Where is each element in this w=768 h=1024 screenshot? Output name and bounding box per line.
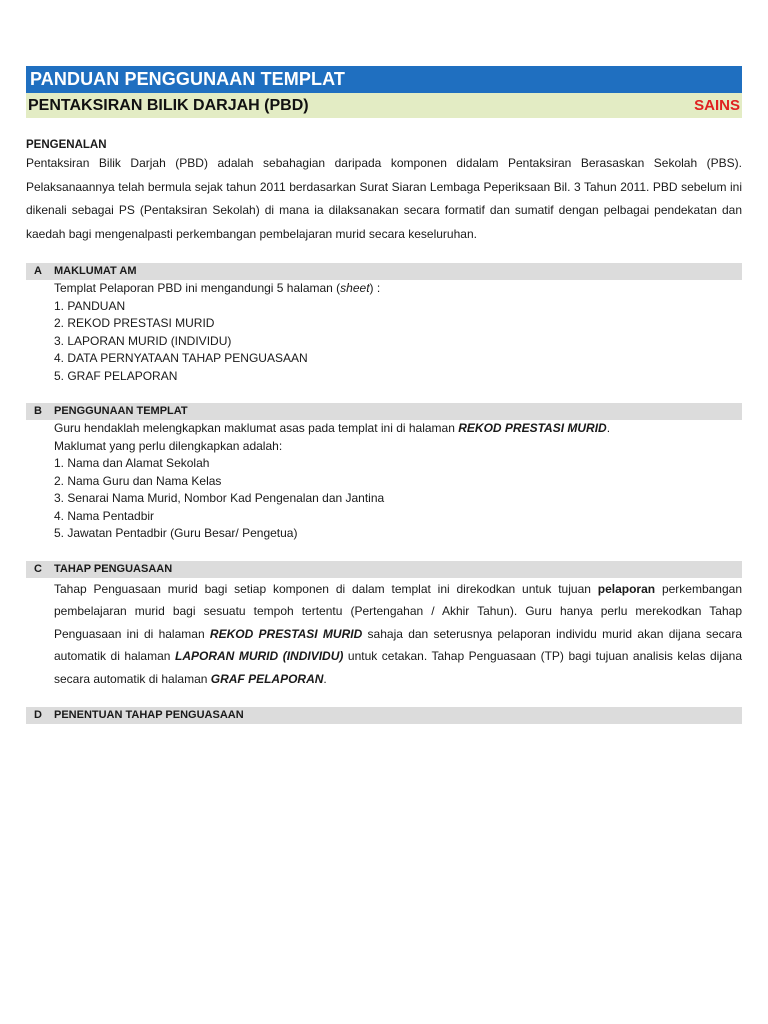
section-b-list [54, 455, 742, 543]
section-b-lead2: Maklumat yang perlu dilengkapkan adalah: [54, 438, 283, 453]
list-item: 3. Senarai Nama Murid, Nombor Kad Pengenalan dan Jantina [54, 491, 385, 505]
section-d [26, 707, 742, 724]
section-a-title: MAKLUMAT AM [54, 265, 137, 277]
document-subtitle: PENTAKSIRAN BILIK DARJAH (PBD) [28, 97, 309, 114]
subtitle-bar [26, 93, 742, 118]
section-d-title: PENENTUAN TAHAP PENGUASAAN [54, 709, 244, 721]
section-c-paragraph [54, 578, 742, 691]
list-item: 5. GRAF PELAPORAN [54, 368, 178, 383]
list-item: 1. PANDUAN [54, 298, 126, 313]
section-c-text-1: Tahap Penguasaan murid bagi setiap komponen di dalam templat ini direkodkan untuk tujuan [54, 581, 598, 596]
section-b-letter: B [34, 405, 42, 417]
document-title: PANDUAN PENGGUNAAN TEMPLAT [26, 66, 742, 93]
section-b-lead [54, 420, 742, 438]
section-c-emph-3: GRAF PELAPORAN [210, 671, 324, 686]
section-b-lead-emph: REKOD PRESTASI MURID [458, 421, 607, 435]
list-item: 3. LAPORAN MURID (INDIVIDU) [54, 333, 232, 348]
intro-paragraph: Pentaksiran Bilik Darjah (PBD) adalah sebahagian daripada komponen didalam Pentaksiran Berasaskan Sekolah (PBS). Pelaksanaannya telah bermula sejak tahun 2011 berdasarkan Surat Siaran Lembaga Peperiksaan Bil. 3 Tahun 2011. PBD sebelum ini dikenali sebagai PS (Pentaksiran Sekolah) di mana ia dilaksanakan secara formatif dan sumatif dengan pelbagai pendekatan dan kaedah bagi mengenalpasti perkembangan pembelajaran murid secara keseluruhan. [26, 156, 742, 241]
section-c-text-4: untuk cetakan. Tahap Penguasaan (TP) bagi tujuan analisis kelas dijana secara automatik di halaman [54, 649, 743, 686]
section-b-body [26, 420, 742, 543]
section-c-body [26, 578, 742, 691]
section-a-lead-italic: sheet [340, 281, 370, 295]
section-a-lead [54, 280, 742, 298]
section-a [26, 263, 742, 385]
section-c-emph-1: REKOD PRESTASI MURID [209, 626, 363, 641]
section-a-lead-end: ) : [369, 281, 381, 295]
section-b-title: PENGGUNAAN TEMPLAT [54, 405, 188, 417]
list-item: 4. Nama Pentadbir [54, 508, 155, 523]
section-a-list [54, 298, 742, 386]
section-c-bold-1: pelaporan [597, 581, 656, 596]
section-b-lead-text: Guru hendaklah melengkapkan maklumat asas pada templat ini di halaman [54, 421, 459, 435]
section-c-text-5: . [323, 671, 327, 686]
list-item: 4. DATA PERNYATAAN TAHAP PENGUASAAN [54, 351, 308, 365]
section-b-header [26, 403, 742, 420]
document-page [26, 66, 742, 724]
list-item: 5. Jawatan Pentadbir (Guru Besar/ Pengetua) [54, 526, 298, 540]
section-c [26, 561, 742, 691]
section-d-letter: D [34, 709, 42, 721]
section-c-text-2: perkembangan pembelajaran murid bagi sesuatu tempoh tertentu (Pertengahan / Akhir Tahun). Guru hanya perlu merekodkan Tahap Penguasaan ini di halaman [54, 581, 742, 641]
section-c-emph-2: LAPORAN MURID (INDIVIDU) [174, 649, 344, 663]
section-a-lead-text: Templat Pelaporan PBD ini mengandungi 5 halaman ( [54, 281, 341, 295]
intro-heading: PENGENALAN [26, 139, 107, 151]
section-a-body [26, 280, 742, 385]
section-a-header [26, 263, 742, 280]
list-item: 1. Nama dan Alamat Sekolah [54, 456, 210, 470]
section-a-letter: A [34, 265, 42, 277]
intro-section [26, 138, 742, 246]
list-item: 2. Nama Guru dan Nama Kelas [54, 473, 222, 488]
section-c-header [26, 561, 742, 578]
section-c-text-3: sahaja dan seterusnya pelaporan individu murid akan dijana secara automatik di halaman [54, 626, 743, 663]
section-c-letter: C [34, 562, 42, 575]
list-item: 2. REKOD PRESTASI MURID [54, 316, 215, 330]
subject-tag: SAINS [694, 97, 740, 114]
section-d-header [26, 707, 742, 724]
section-c-title: TAHAP PENGUASAAN [54, 562, 173, 575]
section-b-lead-end: . [606, 421, 611, 435]
section-b [26, 403, 742, 543]
